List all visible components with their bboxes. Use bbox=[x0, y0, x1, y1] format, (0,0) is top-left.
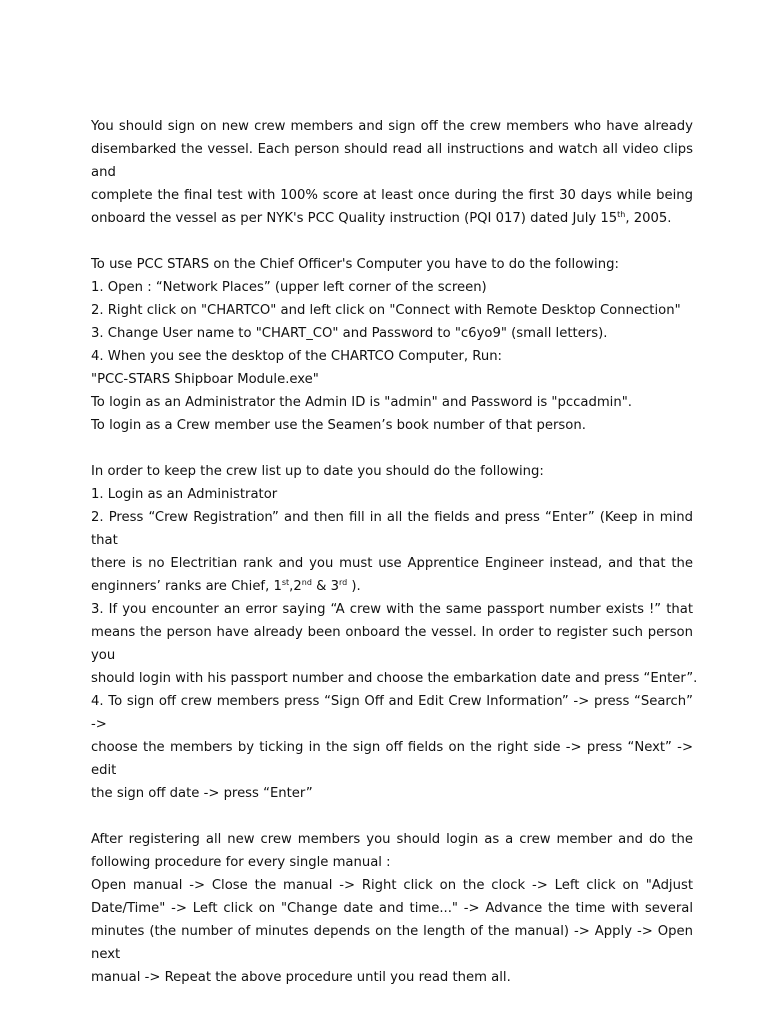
text-fragment: , 2005. bbox=[625, 211, 672, 226]
text-line: manual -> Repeat the above procedure until you read them all. bbox=[91, 970, 511, 985]
intro-paragraph bbox=[91, 115, 693, 230]
text-line: Date/Time" -> Left click on "Change date and time..." -> Advance the time with several bbox=[91, 901, 693, 916]
manual-procedure-paragraph bbox=[91, 828, 693, 989]
text-line: After registering all new crew members you should login as a crew member and do the bbox=[91, 832, 693, 847]
list-item: 1. Login as an Administrator bbox=[91, 487, 278, 502]
text-line: disembarked the vessel. Each person should read all instructions and watch all video clips and bbox=[91, 142, 693, 180]
list-item: 3. Change User name to "CHART_CO" and Password to "c6yo9" (small letters). bbox=[91, 326, 608, 341]
text-line: complete the final test with 100% score at least once during the first 30 days while being bbox=[91, 188, 693, 203]
pcc-stars-paragraph bbox=[91, 253, 693, 437]
crew-list-paragraph bbox=[91, 460, 698, 805]
text-line: Open manual -> Close the manual -> Right click on the clock -> Left click on "Adjust bbox=[91, 878, 693, 893]
list-item: 4. To sign off crew members press “Sign Off and Edit Crew Information” -> press “Search” -> bbox=[91, 694, 693, 732]
text-line: means the person have already been onboard the vessel. In order to register such person you bbox=[91, 625, 693, 663]
list-item: 2. Right click on "CHARTCO" and left click on "Connect with Remote Desktop Connection" bbox=[91, 303, 681, 318]
text-line: "PCC-STARS Shipboar Module.exe" bbox=[91, 372, 319, 387]
text-line-date bbox=[91, 207, 693, 230]
list-item: 3. If you encounter an error saying “A crew with the same passport number exists !” that bbox=[91, 602, 693, 617]
list-item: 4. When you see the desktop of the CHARTCO Computer, Run: bbox=[91, 349, 502, 364]
text-line: choose the members by ticking in the sign off fields on the right side -> press “Next” -> edit bbox=[91, 740, 693, 778]
text-fragment: & 3 bbox=[311, 579, 339, 594]
text-line: To use PCC STARS on the Chief Officer's Computer you have to do the following: bbox=[91, 257, 619, 272]
text-line: the sign off date -> press “Enter” bbox=[91, 786, 313, 801]
superscript: st bbox=[281, 578, 290, 587]
text-fragment: onboard the vessel as per NYK's PCC Quality instruction (PQI 017) dated July 15 bbox=[91, 211, 618, 226]
text-fragment: enginners’ ranks are Chief, 1 bbox=[91, 579, 282, 594]
superscript: nd bbox=[301, 578, 312, 587]
text-line-ranks bbox=[91, 575, 693, 598]
list-item: 2. Press “Crew Registration” and then fill in all the fields and press “Enter” (Keep in mind that bbox=[91, 510, 693, 548]
text-line: To login as a Crew member use the Seamen’s book number of that person. bbox=[91, 418, 586, 433]
text-line: there is no Electritian rank and you must use Apprentice Engineer instead, and that the bbox=[91, 556, 693, 571]
text-line: minutes (the number of minutes depends on the length of the manual) -> Apply -> Open next bbox=[91, 924, 693, 962]
superscript: th bbox=[617, 210, 626, 219]
superscript: rd bbox=[338, 578, 348, 587]
text-line: You should sign on new crew members and sign off the crew members who have already bbox=[91, 119, 693, 134]
list-item: 1. Open : “Network Places” (upper left corner of the screen) bbox=[91, 280, 487, 295]
text-line: should login with his passport number and choose the embarkation date and press “Enter”. bbox=[91, 671, 698, 686]
text-line: To login as an Administrator the Admin ID is "admin" and Password is "pccadmin". bbox=[91, 395, 632, 410]
text-line: In order to keep the crew list up to date you should do the following: bbox=[91, 464, 544, 479]
text-fragment: ,2 bbox=[289, 579, 302, 594]
text-line: following procedure for every single manual : bbox=[91, 855, 391, 870]
text-fragment: ). bbox=[347, 579, 361, 594]
